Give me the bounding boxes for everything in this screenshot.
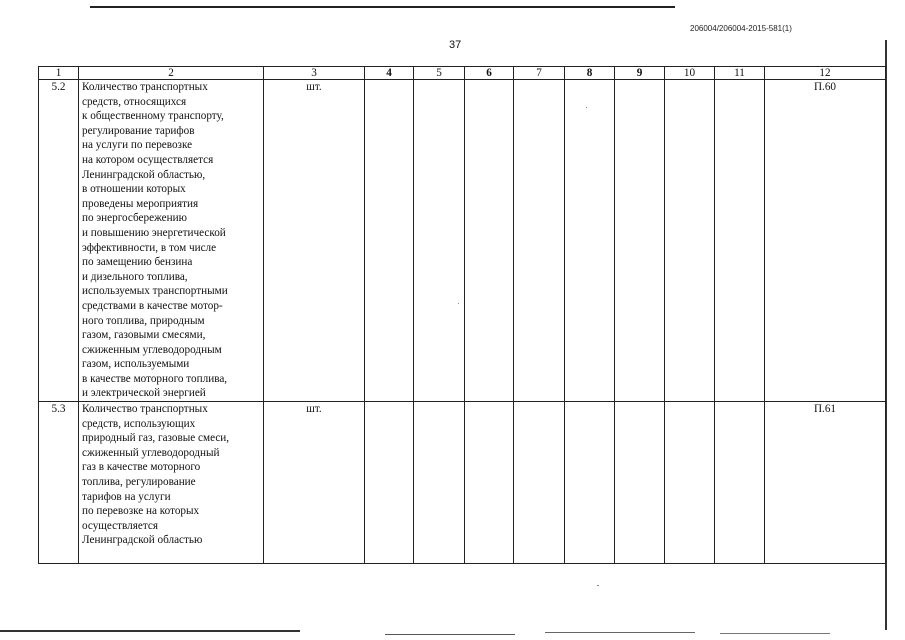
value-cell: [465, 402, 514, 564]
description-line: средств, использующих: [82, 417, 196, 430]
description-line: газом, газовыми смесями,: [82, 329, 206, 342]
column-header: 4: [365, 67, 414, 80]
value-cell: [715, 80, 765, 402]
value-cell: [615, 402, 665, 564]
row-description: [79, 80, 264, 402]
description-line: газом, используемыми: [82, 358, 190, 371]
value-cell: [365, 402, 414, 564]
description-line: тарифов на услуги: [82, 490, 171, 503]
indicator-table: [38, 66, 886, 564]
column-header: 1: [39, 67, 79, 80]
description-line: по замещению бензина: [82, 256, 193, 269]
column-header: 7: [514, 67, 565, 80]
scan-edge-bottom: [545, 632, 695, 633]
scan-edge-bottom: [385, 634, 515, 635]
value-cell: [565, 402, 615, 564]
description-line: газ в качестве моторного: [82, 461, 201, 474]
value-cell: [414, 80, 465, 402]
description-line: ного топлива, природным: [82, 314, 205, 327]
column-header: 8: [565, 67, 615, 80]
column-header: 2: [79, 67, 264, 80]
column-header: 11: [715, 67, 765, 80]
value-cell: [365, 80, 414, 402]
document-id: 206004/206004-2015-581(1): [690, 24, 792, 33]
value-cell: [514, 402, 565, 564]
column-header: 12: [765, 67, 886, 80]
description-line: топлива, регулирование: [82, 476, 196, 489]
value-cell: [665, 80, 715, 402]
value-cell: [565, 80, 615, 402]
description-line: средств, относящихся: [82, 95, 187, 108]
value-cell: [465, 80, 514, 402]
table-row: [39, 402, 886, 564]
description-line: сжиженным углеводородным: [82, 343, 222, 356]
description-line: проведены мероприятия: [82, 197, 199, 210]
description-line: Ленинградской областью,: [82, 168, 206, 181]
description-line: и дизельного топлива,: [82, 270, 188, 283]
description-line: в отношении которых: [82, 183, 186, 196]
description-line: на котором осуществляется: [82, 153, 214, 166]
row-unit: шт.: [264, 80, 365, 402]
description-line: на услуги по перевозке: [82, 139, 193, 152]
scan-edge-bottom: [0, 630, 300, 632]
row-number: 5.3: [39, 402, 79, 564]
value-cell: [615, 80, 665, 402]
value-cell: [514, 80, 565, 402]
page-number: 37: [449, 39, 462, 51]
column-header: 3: [264, 67, 365, 80]
description-line: и повышению энергетической: [82, 226, 226, 239]
header-row: [39, 67, 886, 80]
column-header: 5: [414, 67, 465, 80]
description-line: по энергосбережению: [82, 212, 187, 225]
description-line: Количество транспортных: [82, 403, 208, 416]
scan-speck: [458, 303, 459, 304]
description-line: регулирование тарифов: [82, 124, 195, 137]
row-description: [79, 402, 264, 564]
row-reference: П.60: [765, 80, 886, 402]
column-header: 6: [465, 67, 514, 80]
scan-edge-bottom: [720, 633, 830, 634]
value-cell: [715, 402, 765, 564]
value-cell: [665, 402, 715, 564]
description-line: Количество транспортных: [82, 81, 208, 93]
description-line: природный газ, газовые смеси,: [82, 432, 230, 445]
description-line: по перевозке на которых: [82, 505, 200, 518]
row-number: 5.2: [39, 80, 79, 402]
description-line: средствами в качестве мотор-: [82, 299, 223, 312]
description-line: и электрической энергией: [82, 387, 206, 400]
description-line: осуществляется: [82, 519, 158, 532]
column-header: 10: [665, 67, 715, 80]
row-reference: П.61: [765, 402, 886, 564]
scan-edge-top: [90, 6, 675, 8]
description-line: к общественному транспорту,: [82, 110, 224, 123]
scan-speck: [586, 107, 587, 108]
table-row: [39, 80, 886, 402]
description-line: сжиженный углеводородный: [82, 446, 220, 459]
description-line: используемых транспортными: [82, 285, 228, 298]
description-line: эффективности, в том числе: [82, 241, 217, 254]
description-line: в качестве моторного топлива,: [82, 372, 228, 385]
row-unit: шт.: [264, 402, 365, 564]
scan-speck: [597, 585, 599, 586]
description-line: Ленинградской областью: [82, 534, 203, 547]
column-header: 9: [615, 67, 665, 80]
value-cell: [414, 402, 465, 564]
